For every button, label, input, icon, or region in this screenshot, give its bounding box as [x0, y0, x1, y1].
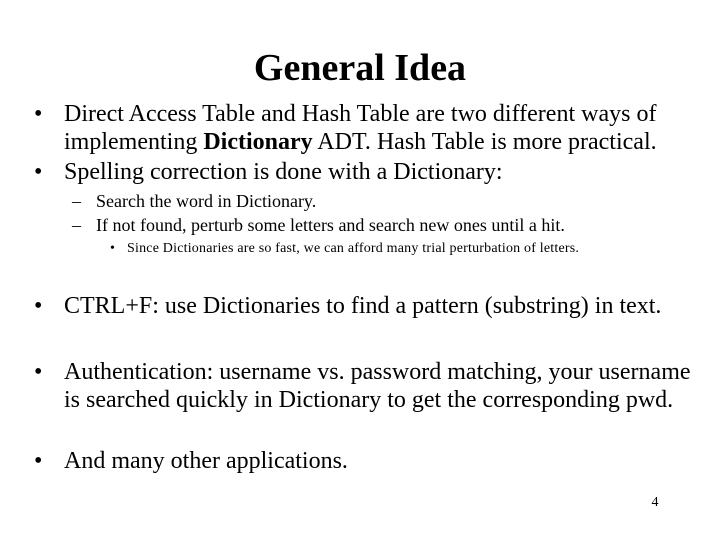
dash-marker: –: [72, 191, 81, 211]
page-number: 4: [651, 495, 659, 510]
bullet-marker: •: [34, 359, 43, 385]
bullet-direct-access: [34, 100, 694, 156]
bullet-text: And many other applications.: [64, 448, 348, 474]
bullet-ctrl-f: [34, 292, 694, 320]
bullet-text: Authentication: username vs. password matching, your username is searched quickly in Dictionary to get the corresponding pwd.: [64, 359, 691, 413]
bullet-text: Spelling correction is done with a Dictionary:: [64, 159, 503, 185]
sub-sub-bullet-text: Since Dictionaries are so fast, we can afford many trial perturbation of letters.: [127, 241, 580, 256]
slide-title: General Idea: [253, 47, 467, 89]
bullet-text-bold: Dictionary: [203, 129, 313, 155]
sub-sub-bullet-fast: [110, 240, 700, 258]
bullet-text-post: ADT. Hash Table is more practical.: [312, 129, 657, 155]
bullet-marker: •: [110, 241, 116, 256]
bullet-text-pre: Direct Access Table and Hash Table are two different ways of implementing: [64, 101, 657, 155]
bullet-text: CTRL+F: use Dictionaries to find a pattern (substring) in text.: [64, 293, 662, 319]
bullet-spelling-correction: [34, 158, 694, 186]
bullet-text: [64, 100, 694, 156]
bullet-marker: •: [34, 101, 43, 127]
bullet-marker: •: [34, 293, 43, 319]
dash-marker: –: [72, 215, 81, 235]
sub-bullet-search: [72, 190, 692, 212]
sub-bullet-perturb: [72, 214, 692, 236]
sub-bullet-text: Search the word in Dictionary.: [96, 191, 317, 211]
bullet-marker: •: [34, 448, 43, 474]
bullet-marker: •: [34, 159, 43, 185]
bullet-authentication: [34, 358, 694, 414]
bullet-other-applications: [34, 447, 694, 475]
sub-bullet-text: If not found, perturb some letters and search new ones until a hit.: [96, 215, 565, 235]
